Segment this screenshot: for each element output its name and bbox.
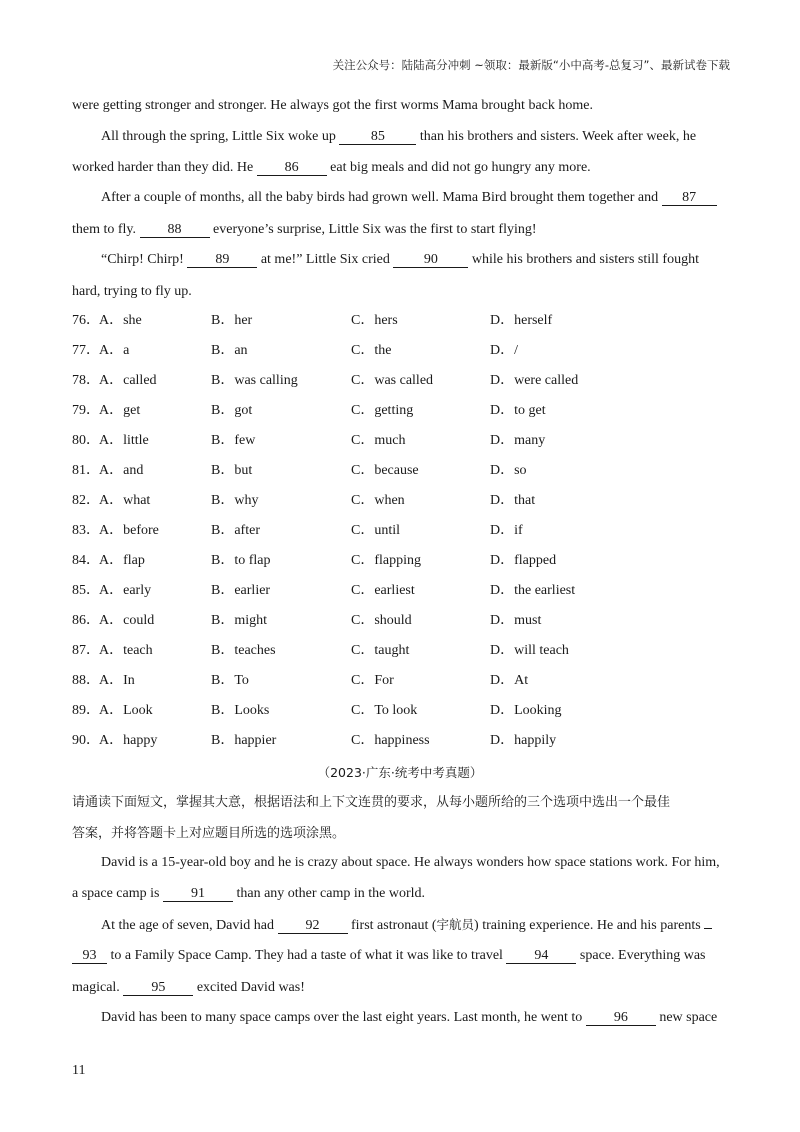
question-number: 86． (72, 613, 100, 628)
option-b: B．her (211, 313, 253, 328)
passage-line: At the age of seven, David had 92 first astronaut (宇航员) training experience. He and his parents (101, 916, 728, 935)
option-c: C．because (351, 463, 419, 478)
option-b: B．Looks (211, 703, 270, 718)
option-a: A．Look (99, 703, 153, 718)
question-row (72, 462, 728, 480)
option-c: C．taught (351, 643, 410, 658)
question-row (72, 732, 728, 750)
option-d: D．to get (490, 403, 546, 418)
option-a: A．what (99, 493, 151, 508)
question-number: 84． (72, 553, 100, 568)
question-row (72, 312, 728, 330)
option-b: B．to flap (211, 553, 271, 568)
question-number: 85． (72, 583, 100, 598)
passage-line: After a couple of months, all the baby birds had grown well. Mama Bird brought them together and 87 (101, 189, 728, 207)
passage-line: All through the spring, Little Six woke up 85 than his brothers and sisters. Week after week, he (101, 129, 697, 144)
passage-line: them to fly. 88 everyone’s surprise, Little Six was the first to start flying! (72, 222, 537, 237)
question-number: 89． (72, 703, 100, 718)
blank-86: 86 (257, 160, 327, 176)
passage-line: 93 to a Family Space Camp. They had a taste of what it was like to travel 94 space. Everything was (72, 947, 728, 965)
option-a: A．little (99, 433, 149, 448)
option-c: C．when (351, 493, 405, 508)
question-row (72, 372, 728, 390)
option-a: A．flap (99, 553, 145, 568)
question-row (72, 432, 728, 450)
question-number: 81． (72, 463, 100, 478)
option-b: B．few (211, 433, 256, 448)
blank-89: 89 (187, 252, 257, 268)
question-row (72, 672, 728, 690)
question-number: 87． (72, 643, 100, 658)
option-c: C．happiness (351, 733, 430, 748)
option-d: D．the earliest (490, 583, 576, 598)
option-a: A．she (99, 313, 142, 328)
option-d: D．happily (490, 733, 557, 748)
instruction-line: 请通读下面短文，掌握其大意，根据语法和上下文连贯的要求，从每小题所给的三个选项中选出一个最佳 (72, 795, 671, 810)
option-b: B．earlier (211, 583, 271, 598)
option-d: D．/ (490, 343, 518, 358)
blank-92: 92 (278, 918, 348, 934)
passage-line: were getting stronger and stronger. He always got the first worms Mama brought back home. (72, 98, 593, 113)
option-a: A．In (99, 673, 135, 688)
passage-line: hard, trying to fly up. (72, 284, 192, 299)
option-b: B．an (211, 343, 248, 358)
blank-93-start (704, 928, 712, 929)
passage-line: a space camp is 91 than any other camp in the world. (72, 886, 426, 901)
passage-line: David has been to many space camps over the last eight years. Last month, he went to 96 new space (101, 1010, 718, 1025)
option-c: C．For (351, 673, 394, 688)
option-b: B．To (211, 673, 249, 688)
question-row (72, 342, 728, 360)
option-d: D．At (490, 673, 529, 688)
question-number: 78． (72, 373, 100, 388)
option-a: A．happy (99, 733, 158, 748)
blank-90: 90 (393, 252, 468, 268)
blank-96: 96 (586, 1010, 656, 1026)
question-number: 88． (72, 673, 100, 688)
option-a: A．before (99, 523, 159, 538)
option-c: C．much (351, 433, 406, 448)
question-number: 83． (72, 523, 100, 538)
option-b: B．after (211, 523, 260, 538)
blank-91: 91 (163, 886, 233, 902)
option-c: C．the (351, 343, 392, 358)
option-b: B．why (211, 493, 259, 508)
passage-line: magical. 95 excited David was! (72, 980, 305, 995)
question-row (72, 402, 728, 420)
option-d: D．if (490, 523, 523, 538)
blank-85: 85 (339, 129, 416, 145)
option-d: D．many (490, 433, 546, 448)
option-b: B．but (211, 463, 253, 478)
option-d: D．Looking (490, 703, 562, 718)
option-a: A．could (99, 613, 155, 628)
option-c: C．hers (351, 313, 398, 328)
blank-94: 94 (506, 948, 576, 964)
option-c: C．until (351, 523, 401, 538)
option-c: C．should (351, 613, 412, 628)
option-b: B．got (211, 403, 253, 418)
option-d: D．so (490, 463, 527, 478)
question-number: 76． (72, 313, 100, 328)
option-c: C．earliest (351, 583, 415, 598)
option-a: A．a (99, 343, 130, 358)
option-d: D．must (490, 613, 542, 628)
option-a: A．called (99, 373, 157, 388)
page-number: 11 (72, 1063, 86, 1078)
option-c: C．getting (351, 403, 414, 418)
question-number: 77． (72, 343, 100, 358)
option-d: D．were called (490, 373, 579, 388)
option-a: A．early (99, 583, 152, 598)
blank-88: 88 (140, 222, 210, 238)
option-b: B．teaches (211, 643, 276, 658)
passage-line: David is a 15-year-old boy and he is crazy about space. He always wonders how space stations work. For him, (101, 855, 720, 870)
passage-line: “Chirp! Chirp! 89 at me!” Little Six cried 90 while his brothers and sisters still fought (101, 252, 699, 267)
question-number: 80． (72, 433, 100, 448)
option-c: C．To look (351, 703, 418, 718)
instruction-line: 答案，并将答题卡上对应题目所选的选项涂黑。 (72, 826, 346, 841)
option-d: D．will teach (490, 643, 569, 658)
option-c: C．was called (351, 373, 434, 388)
passage-line: worked harder than they did. He 86 eat big meals and did not go hungry any more. (72, 160, 591, 175)
question-number: 82． (72, 493, 100, 508)
option-a: A．and (99, 463, 144, 478)
option-d: D．flapped (490, 553, 557, 568)
blank-95: 95 (123, 980, 193, 996)
option-a: A．teach (99, 643, 153, 658)
option-d: D．herself (490, 313, 553, 328)
question-number: 90． (72, 733, 100, 748)
question-row (72, 552, 728, 570)
question-row (72, 612, 728, 630)
source-label: （2023·广东·统考中考真题） (317, 765, 483, 780)
question-row (72, 492, 728, 510)
blank-93: 93 (72, 948, 107, 964)
option-a: A．get (99, 403, 141, 418)
question-row (72, 582, 728, 600)
option-b: B．was calling (211, 373, 298, 388)
header-note: 关注公众号：陆陆高分冲刺 ~领取：最新版“小中高考-总复习”、最新试卷下载 (332, 58, 730, 72)
option-d: D．that (490, 493, 536, 508)
question-row (72, 642, 728, 660)
option-c: C．flapping (351, 553, 421, 568)
question-row (72, 702, 728, 720)
question-number: 79． (72, 403, 100, 418)
option-b: B．might (211, 613, 268, 628)
blank-87: 87 (662, 190, 717, 206)
option-b: B．happier (211, 733, 277, 748)
question-row (72, 522, 728, 540)
